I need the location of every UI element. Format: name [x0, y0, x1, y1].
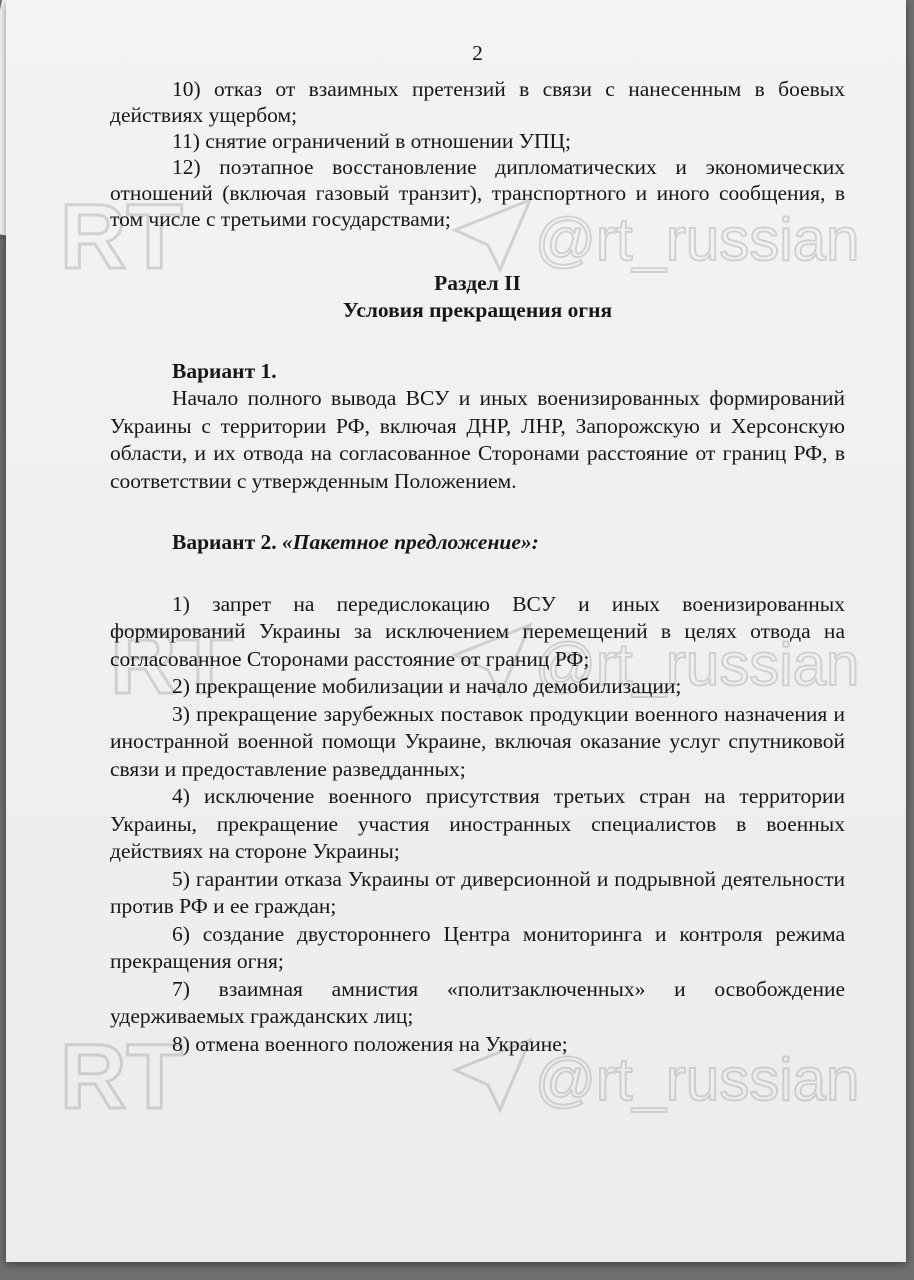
variant-2-label: Вариант 2.: [172, 530, 277, 554]
section-title: Раздел II: [434, 270, 521, 295]
variant-2-heading: [110, 529, 845, 557]
list-item: 3) прекращение зарубежных поставок продукции военного назначения и иностранной военной помощи Украине, включая оказание услуг спутниковой связи и предоставление разведданных;: [110, 701, 845, 781]
variant-2-title: «Пакетное предложение»:: [282, 530, 539, 554]
list-item: 12) поэтапное восстановление дипломатических и экономических отношений (включая газовый транзит), транспортного и иного сообщения, в том числе с третьими государствами;: [110, 154, 845, 231]
list-item: 11) снятие ограничений в отношении УПЦ;: [172, 128, 571, 153]
list-item: 6) создание двустороннего Центра мониторинга и контроля режима прекращения огня;: [110, 921, 845, 973]
document-content: [110, 40, 845, 1058]
list-item: 10) отказ от взаимных претензий в связи с нанесенным в боевых действиях ущербом;: [110, 76, 845, 127]
variant-1-text: Начало полного вывода ВСУ и иных военизированных формирований Украины с территории РФ, включая ДНР, ЛНР, Запорожскую и Херсонскую области, и их отвода на согласованное Сторонами расстояние от границ РФ, в соответствии с утвержденным Положением.: [110, 386, 845, 493]
document-page: [6, 0, 906, 1262]
list-item: 1) запрет на передислокацию ВСУ и иных военизированных формирований Украины за исключением перемещений в целях отвода на согласованное Сторонами расстояние от границ РФ;: [110, 591, 845, 671]
section-subtitle: Условия прекращения огня: [342, 297, 613, 322]
list-item: 2) прекращение мобилизации и начало демобилизации;: [172, 674, 682, 698]
variant-1-heading: Вариант 1.: [172, 358, 277, 383]
list-item: 8) отмена военного положения на Украине;: [172, 1031, 568, 1056]
list-item: 4) исключение военного присутствия третьих стран на территории Украины, прекращение участия иностранных специалистов в военных действиях на стороне Украины;: [110, 784, 845, 863]
list-item: 5) гарантии отказа Украины от диверсионной и подрывной деятельности против РФ и ее граждан;: [110, 866, 845, 918]
list-item: 7) взаимная амнистия «политзаключенных» и освобождение удерживаемых гражданских лиц;: [110, 976, 845, 1028]
page-number: 2: [472, 41, 483, 65]
